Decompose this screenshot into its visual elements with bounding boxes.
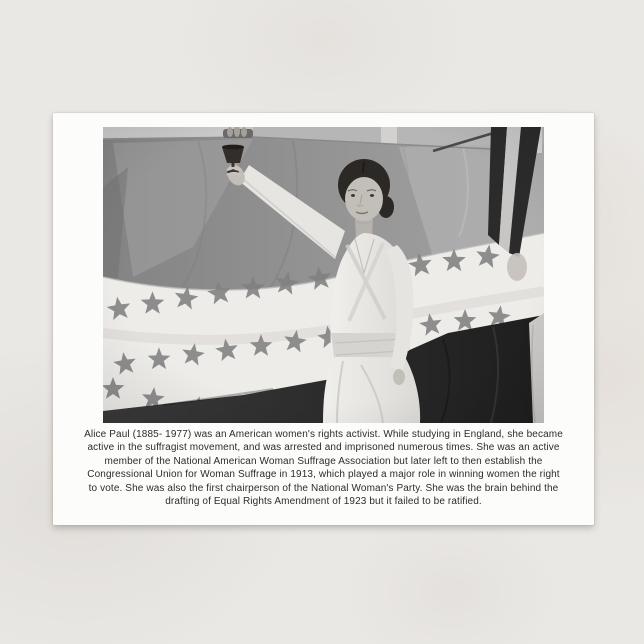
caption-line: to vote. She was also the first chairperson of the National Woman's Party. She was the brain behind the: [88, 482, 559, 494]
postcard: [53, 113, 594, 525]
caption-line: drafting of Equal Rights Amendment of 1923 but it failed to be ratified.: [165, 496, 482, 508]
photo: [103, 127, 544, 423]
caption: [53, 428, 594, 508]
vignette: [103, 127, 544, 423]
caption-line: active in the suffragist movement, and was arrested and imprisoned numerous times. She was an active: [87, 442, 560, 454]
caption-line: Congressional Union for Woman Suffrage in 1913, which played a major role in winning women the right: [87, 469, 560, 481]
caption-line: member of the National American Woman Suffrage Association but later left to then establish the: [104, 455, 543, 467]
alice-paul-photograph: [103, 127, 544, 423]
caption-line: Alice Paul (1885- 1977) was an American women's rights activist. While studying in England, she became: [84, 429, 563, 440]
